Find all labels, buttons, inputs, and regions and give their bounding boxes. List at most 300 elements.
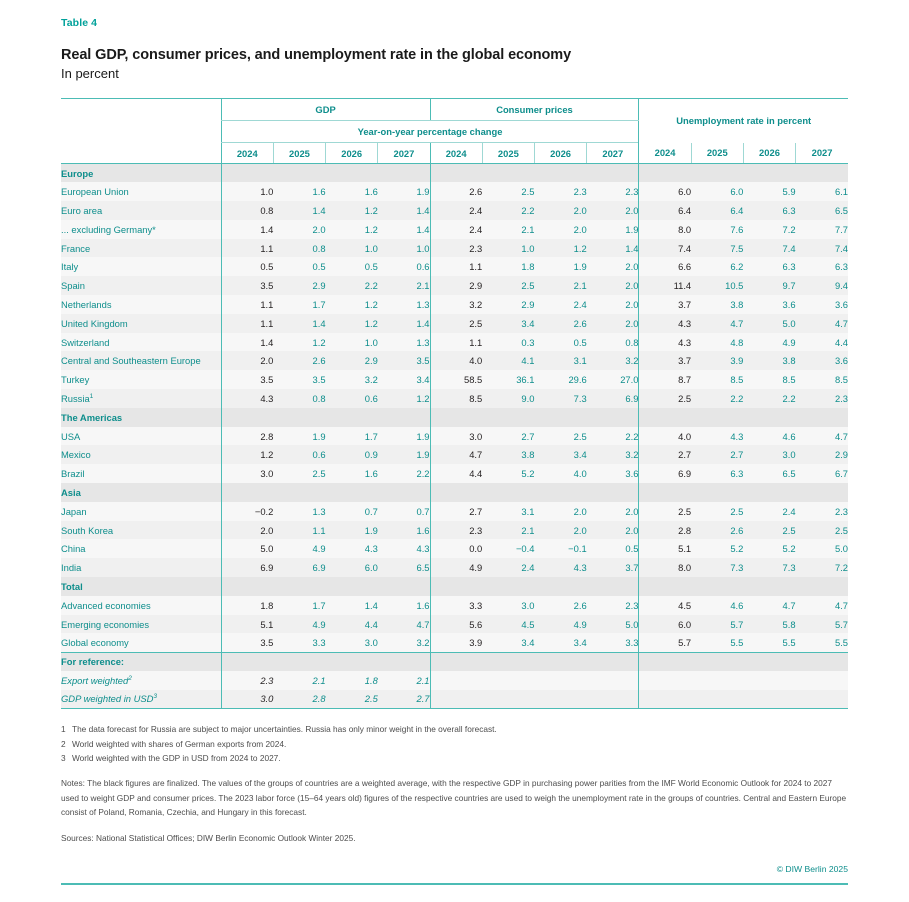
cell-unemp-2026	[743, 671, 795, 690]
cell-gdp-2024: 0.5	[221, 257, 273, 276]
cell-gdp-2024: 3.0	[221, 690, 273, 709]
cell-unemp-2027: 6.5	[796, 201, 848, 220]
cell-unemp-2027: 7.2	[796, 558, 848, 577]
cell-unemp-2026: 6.5	[743, 464, 795, 483]
cell-gdp-2027: 3.2	[378, 633, 430, 652]
cell-cpi-2026: 3.1	[534, 351, 586, 370]
row-label: Mexico	[61, 445, 221, 464]
footnote-1-marker: 1	[61, 724, 66, 735]
cell-unemp-2027: 7.4	[796, 239, 848, 258]
cell-unemp-2024: 2.5	[639, 502, 691, 521]
row-label: Italy	[61, 257, 221, 276]
cell-cpi-2027	[587, 577, 639, 596]
cell-unemp-2027: 5.0	[796, 539, 848, 558]
cell-gdp-2025: 1.2	[273, 333, 325, 352]
cell-cpi-2026: 2.0	[534, 502, 586, 521]
col-cpi-2026: 2026	[534, 143, 586, 164]
cell-cpi-2027: 2.0	[587, 521, 639, 540]
cell-gdp-2024: 1.1	[221, 295, 273, 314]
cell-cpi-2024: 2.3	[430, 521, 482, 540]
cell-unemp-2024: 11.4	[639, 276, 691, 295]
cell-cpi-2026: 2.4	[534, 295, 586, 314]
cell-gdp-2025: 0.6	[273, 445, 325, 464]
cell-unemp-2025: 3.9	[691, 351, 743, 370]
cell-gdp-2026: 3.0	[326, 633, 378, 652]
cell-cpi-2027: 2.3	[587, 182, 639, 201]
cell-unemp-2026	[743, 577, 795, 596]
cell-cpi-2026	[534, 483, 586, 502]
table-row	[61, 370, 848, 389]
cell-unemp-2026: 3.0	[743, 445, 795, 464]
cell-unemp-2025: 2.6	[691, 521, 743, 540]
cell-cpi-2024: 4.7	[430, 445, 482, 464]
cell-cpi-2025: 2.1	[482, 521, 534, 540]
cell-gdp-2027: 1.4	[378, 201, 430, 220]
cell-unemp-2025	[691, 690, 743, 709]
table-row	[61, 558, 848, 577]
cell-cpi-2026	[534, 652, 586, 671]
cell-unemp-2025	[691, 408, 743, 427]
cell-unemp-2026: 9.7	[743, 276, 795, 295]
col-cpi-2024: 2024	[430, 143, 482, 164]
cell-cpi-2024: 3.2	[430, 295, 482, 314]
cell-unemp-2025: 5.2	[691, 539, 743, 558]
col-gdp-2026: 2026	[326, 143, 378, 164]
cell-cpi-2026: 2.6	[534, 596, 586, 615]
cell-cpi-2024: 2.9	[430, 276, 482, 295]
row-label: ... excluding Germany*	[61, 220, 221, 239]
table-row	[61, 314, 848, 333]
cell-gdp-2025: 1.3	[273, 502, 325, 521]
cell-unemp-2027: 4.4	[796, 333, 848, 352]
cell-gdp-2024: 1.8	[221, 596, 273, 615]
footnotes-block	[61, 722, 848, 845]
cell-unemp-2026: 6.3	[743, 201, 795, 220]
cell-unemp-2024: 4.0	[639, 427, 691, 446]
cell-unemp-2027	[796, 671, 848, 690]
cell-cpi-2025	[482, 483, 534, 502]
cell-cpi-2025: 3.0	[482, 596, 534, 615]
cell-unemp-2026: 5.0	[743, 314, 795, 333]
table-row	[61, 615, 848, 634]
cell-unemp-2024	[639, 577, 691, 596]
cell-unemp-2025	[691, 671, 743, 690]
cell-cpi-2024: 1.1	[430, 333, 482, 352]
cell-unemp-2025: 3.8	[691, 295, 743, 314]
col-gdp-2024: 2024	[221, 143, 273, 164]
cell-cpi-2026: 2.0	[534, 220, 586, 239]
cell-gdp-2024: 4.3	[221, 389, 273, 408]
cell-unemp-2024: 2.5	[639, 389, 691, 408]
cell-unemp-2027: 9.4	[796, 276, 848, 295]
cell-unemp-2026: 2.2	[743, 389, 795, 408]
cell-gdp-2025: 1.7	[273, 295, 325, 314]
table-row	[61, 276, 848, 295]
cell-cpi-2026: 4.0	[534, 464, 586, 483]
cell-cpi-2024	[430, 671, 482, 690]
cell-cpi-2027: 2.0	[587, 201, 639, 220]
cell-cpi-2027: 2.0	[587, 276, 639, 295]
cell-cpi-2025: 2.4	[482, 558, 534, 577]
cell-gdp-2025: 3.5	[273, 370, 325, 389]
cell-unemp-2025: 10.5	[691, 276, 743, 295]
cell-unemp-2027: 2.9	[796, 445, 848, 464]
cell-gdp-2024	[221, 164, 273, 183]
cell-gdp-2024: 1.0	[221, 182, 273, 201]
cell-cpi-2024: 2.5	[430, 314, 482, 333]
cell-cpi-2026: 7.3	[534, 389, 586, 408]
cell-cpi-2024: 3.3	[430, 596, 482, 615]
table-row	[61, 690, 848, 709]
cell-cpi-2027: 2.0	[587, 314, 639, 333]
cell-unemp-2026	[743, 408, 795, 427]
cell-cpi-2025	[482, 408, 534, 427]
yoy-blank	[61, 121, 221, 143]
cell-cpi-2025: 2.9	[482, 295, 534, 314]
cell-unemp-2026	[743, 483, 795, 502]
table-row	[61, 596, 848, 615]
cell-unemp-2026	[743, 690, 795, 709]
cell-unemp-2025: 6.4	[691, 201, 743, 220]
cell-gdp-2026: 0.6	[326, 389, 378, 408]
cell-gdp-2027	[378, 652, 430, 671]
row-label: United Kingdom	[61, 314, 221, 333]
cell-gdp-2027: 3.4	[378, 370, 430, 389]
cell-cpi-2024: 4.9	[430, 558, 482, 577]
cell-cpi-2027: 2.0	[587, 295, 639, 314]
cell-cpi-2024: 5.6	[430, 615, 482, 634]
cell-gdp-2026: 0.7	[326, 502, 378, 521]
table-row	[61, 257, 848, 276]
cell-gdp-2025: 1.4	[273, 201, 325, 220]
cell-gdp-2026: 1.4	[326, 596, 378, 615]
cell-gdp-2024: 5.1	[221, 615, 273, 634]
cell-gdp-2027: 1.4	[378, 314, 430, 333]
table-row	[61, 182, 848, 201]
cell-unemp-2026: 5.8	[743, 615, 795, 634]
cell-gdp-2024: 2.0	[221, 351, 273, 370]
cell-unemp-2027: 2.3	[796, 502, 848, 521]
cell-gdp-2025: 1.1	[273, 521, 325, 540]
cell-gdp-2027: 3.5	[378, 351, 430, 370]
row-label: India	[61, 558, 221, 577]
cell-cpi-2024	[430, 408, 482, 427]
table-row	[61, 351, 848, 370]
cell-cpi-2026	[534, 164, 586, 183]
cell-cpi-2026: 3.4	[534, 445, 586, 464]
col-unemp-2027: 2027	[796, 143, 848, 164]
cell-unemp-2024: 4.3	[639, 333, 691, 352]
cell-gdp-2027	[378, 483, 430, 502]
cell-gdp-2025: 0.5	[273, 257, 325, 276]
cell-gdp-2026: 1.6	[326, 464, 378, 483]
cell-cpi-2026: 2.5	[534, 427, 586, 446]
cell-unemp-2026: 4.6	[743, 427, 795, 446]
cell-cpi-2025: 2.5	[482, 182, 534, 201]
row-label: Emerging economies	[61, 615, 221, 634]
page-subtitle: In percent	[61, 66, 119, 81]
row-label: Total	[61, 577, 221, 596]
cell-gdp-2025	[273, 483, 325, 502]
cell-cpi-2026: 4.9	[534, 615, 586, 634]
cell-cpi-2027: 2.0	[587, 502, 639, 521]
cell-gdp-2026: 4.3	[326, 539, 378, 558]
col-cpi-2027: 2027	[587, 143, 639, 164]
cell-cpi-2027: 1.9	[587, 220, 639, 239]
cell-unemp-2025	[691, 483, 743, 502]
cell-gdp-2026: 0.5	[326, 257, 378, 276]
table-row	[61, 389, 848, 408]
cell-cpi-2026: 2.6	[534, 314, 586, 333]
footnote-2	[61, 737, 848, 751]
cell-gdp-2025: 1.7	[273, 596, 325, 615]
cell-gdp-2026: 1.6	[326, 182, 378, 201]
cell-cpi-2027: 2.3	[587, 596, 639, 615]
cell-gdp-2025	[273, 652, 325, 671]
cell-gdp-2025: 2.5	[273, 464, 325, 483]
cell-unemp-2026: 4.9	[743, 333, 795, 352]
cell-cpi-2025	[482, 577, 534, 596]
col-gdp-2027: 2027	[378, 143, 430, 164]
table-body	[61, 164, 848, 709]
footnote-1	[61, 722, 848, 736]
cell-unemp-2027: 6.3	[796, 257, 848, 276]
cell-unemp-2024: 2.8	[639, 521, 691, 540]
cell-gdp-2025: 2.8	[273, 690, 325, 709]
cell-unemp-2027	[796, 483, 848, 502]
cell-gdp-2026: 2.5	[326, 690, 378, 709]
cell-gdp-2026	[326, 164, 378, 183]
cell-unemp-2024: 5.7	[639, 633, 691, 652]
notes-text: Notes: The black figures are finalized. The values of the groups of countries are a weighted average, with the respective GDP in purchasing power parities from the IMF World Economic Outlook for 2024 to 2027 used to weight GDP and consumer prices. The 2023 labor force (15–64 years old) figures of the respective countries are used to weigh the unemployment rate in the groups of countries. Central and Eastern Europe consist of Poland, Romania, Czechia, and Hungary in this forecast.	[61, 778, 847, 818]
cell-unemp-2026: 5.2	[743, 539, 795, 558]
cell-gdp-2024: 3.5	[221, 370, 273, 389]
cell-gdp-2024: 3.0	[221, 464, 273, 483]
cell-unemp-2026: 6.3	[743, 257, 795, 276]
cell-cpi-2026: 2.0	[534, 201, 586, 220]
cell-unemp-2025: 2.2	[691, 389, 743, 408]
row-label: Advanced economies	[61, 596, 221, 615]
row-label: Brazil	[61, 464, 221, 483]
cell-unemp-2025: 7.6	[691, 220, 743, 239]
table-section-row	[61, 483, 848, 502]
cell-unemp-2027: 7.7	[796, 220, 848, 239]
cell-unemp-2024	[639, 690, 691, 709]
cell-cpi-2027	[587, 652, 639, 671]
cell-gdp-2026: 6.0	[326, 558, 378, 577]
cell-gdp-2027: 1.6	[378, 521, 430, 540]
cell-gdp-2024: 6.9	[221, 558, 273, 577]
row-label-footnote-marker: 1	[89, 392, 94, 400]
cell-gdp-2026: 1.2	[326, 220, 378, 239]
cell-unemp-2027	[796, 577, 848, 596]
row-label: Global economy	[61, 633, 221, 652]
cell-cpi-2026: 4.3	[534, 558, 586, 577]
cell-cpi-2026: −0.1	[534, 539, 586, 558]
cell-unemp-2024: 6.0	[639, 615, 691, 634]
cell-gdp-2024: 1.4	[221, 220, 273, 239]
cell-gdp-2024: 2.8	[221, 427, 273, 446]
row-label: Turkey	[61, 370, 221, 389]
cell-cpi-2024: 3.0	[430, 427, 482, 446]
cell-cpi-2024: 2.4	[430, 220, 482, 239]
cell-cpi-2025: 3.4	[482, 314, 534, 333]
row-label: The Americas	[61, 408, 221, 427]
cell-cpi-2024: 1.1	[430, 257, 482, 276]
cell-unemp-2024: 3.7	[639, 295, 691, 314]
cell-unemp-2026	[743, 652, 795, 671]
cell-unemp-2025: 5.5	[691, 633, 743, 652]
group-header-consumer-prices: Consumer prices	[430, 99, 639, 121]
cell-gdp-2027: 1.0	[378, 239, 430, 258]
cell-unemp-2027	[796, 164, 848, 183]
cell-gdp-2027	[378, 408, 430, 427]
table-row	[61, 239, 848, 258]
cell-unemp-2025: 4.7	[691, 314, 743, 333]
col-unemp-2025: 2025	[691, 143, 743, 164]
cell-unemp-2025	[691, 164, 743, 183]
cell-unemp-2027: 4.7	[796, 314, 848, 333]
row-label: Central and Southeastern Europe	[61, 351, 221, 370]
cell-unemp-2024: 4.5	[639, 596, 691, 615]
cell-unemp-2024: 7.4	[639, 239, 691, 258]
cell-gdp-2027: 0.7	[378, 502, 430, 521]
row-label: USA	[61, 427, 221, 446]
table-row	[61, 445, 848, 464]
cell-cpi-2025: 4.1	[482, 351, 534, 370]
cell-cpi-2027	[587, 408, 639, 427]
header-corner-blank	[61, 99, 221, 121]
cell-gdp-2026	[326, 577, 378, 596]
row-label: Russia$^1$	[61, 389, 221, 408]
cell-gdp-2025: 2.0	[273, 220, 325, 239]
cell-unemp-2024	[639, 408, 691, 427]
cell-gdp-2027: 1.4	[378, 220, 430, 239]
cell-cpi-2025: 9.0	[482, 389, 534, 408]
cell-gdp-2026: 1.2	[326, 314, 378, 333]
cell-gdp-2025: 4.9	[273, 615, 325, 634]
cell-gdp-2025: 1.4	[273, 314, 325, 333]
cell-gdp-2025	[273, 408, 325, 427]
cell-unemp-2024	[639, 652, 691, 671]
footnote-3-text: World weighted with the GDP in USD from 2024 to 2027.	[72, 752, 281, 763]
cell-cpi-2027: 3.6	[587, 464, 639, 483]
cell-unemp-2027: 5.5	[796, 633, 848, 652]
row-label: Japan	[61, 502, 221, 521]
cell-cpi-2025: −0.4	[482, 539, 534, 558]
cell-cpi-2026: 2.0	[534, 521, 586, 540]
cell-gdp-2024: 1.1	[221, 239, 273, 258]
cell-cpi-2025: 2.5	[482, 276, 534, 295]
data-table	[61, 98, 848, 709]
cell-unemp-2026: 8.5	[743, 370, 795, 389]
cell-unemp-2025: 2.5	[691, 502, 743, 521]
cell-gdp-2026	[326, 483, 378, 502]
cell-gdp-2025: 2.6	[273, 351, 325, 370]
cell-cpi-2027: 3.3	[587, 633, 639, 652]
cell-unemp-2026: 4.7	[743, 596, 795, 615]
header-row-years	[61, 143, 848, 164]
cell-gdp-2026: 1.0	[326, 333, 378, 352]
cell-cpi-2026: 1.9	[534, 257, 586, 276]
table-row	[61, 220, 848, 239]
cell-unemp-2024: 8.0	[639, 220, 691, 239]
cell-unemp-2025: 8.5	[691, 370, 743, 389]
cell-gdp-2027	[378, 164, 430, 183]
cell-unemp-2027: 2.5	[796, 521, 848, 540]
cell-unemp-2025	[691, 577, 743, 596]
cell-cpi-2025: 1.8	[482, 257, 534, 276]
cell-gdp-2026: 1.7	[326, 427, 378, 446]
table-row	[61, 427, 848, 446]
cell-gdp-2025: 3.3	[273, 633, 325, 652]
row-label: Euro area	[61, 201, 221, 220]
cell-gdp-2025: 2.1	[273, 671, 325, 690]
cell-unemp-2027	[796, 690, 848, 709]
cell-cpi-2026	[534, 408, 586, 427]
cell-cpi-2024	[430, 164, 482, 183]
cell-unemp-2027: 4.7	[796, 427, 848, 446]
group-header-unemployment: Unemployment rate in percent	[639, 99, 848, 143]
subheader-yoy: Year-on-year percentage change	[221, 121, 639, 143]
cell-gdp-2024: 0.8	[221, 201, 273, 220]
cell-cpi-2024: 2.6	[430, 182, 482, 201]
footnote-2-marker: 2	[61, 738, 66, 749]
cell-unemp-2024	[639, 671, 691, 690]
cell-cpi-2024	[430, 690, 482, 709]
cell-gdp-2027: 1.6	[378, 596, 430, 615]
cell-unemp-2024	[639, 164, 691, 183]
cell-unemp-2024: 6.4	[639, 201, 691, 220]
cell-unemp-2027: 8.5	[796, 370, 848, 389]
col-unemp-2024: 2024	[639, 143, 691, 164]
cell-gdp-2027: 2.1	[378, 671, 430, 690]
table-row	[61, 633, 848, 652]
sources-text: Sources: National Statistical Offices; DIW Berlin Economic Outlook Winter 2025.	[61, 832, 356, 843]
cell-cpi-2024: 2.3	[430, 239, 482, 258]
table-section-row	[61, 652, 848, 671]
table-number: Table 4	[61, 17, 98, 29]
cell-unemp-2024: 8.0	[639, 558, 691, 577]
cell-unemp-2024: 2.7	[639, 445, 691, 464]
cell-cpi-2027: 1.4	[587, 239, 639, 258]
table-row	[61, 201, 848, 220]
cell-gdp-2024: 1.1	[221, 314, 273, 333]
table-row	[61, 671, 848, 690]
cell-cpi-2027: 2.0	[587, 257, 639, 276]
cell-cpi-2024: 4.4	[430, 464, 482, 483]
cell-cpi-2025	[482, 164, 534, 183]
years-blank	[61, 143, 221, 164]
cell-cpi-2026: 2.1	[534, 276, 586, 295]
cell-unemp-2024	[639, 483, 691, 502]
cell-gdp-2026: 1.8	[326, 671, 378, 690]
cell-gdp-2027: 1.2	[378, 389, 430, 408]
cell-gdp-2024: 2.0	[221, 521, 273, 540]
cell-unemp-2027	[796, 408, 848, 427]
cell-gdp-2025: 1.6	[273, 182, 325, 201]
cell-gdp-2025: 0.8	[273, 239, 325, 258]
cell-gdp-2024: 1.2	[221, 445, 273, 464]
cell-unemp-2027: 3.6	[796, 295, 848, 314]
cell-cpi-2027: 0.5	[587, 539, 639, 558]
cell-cpi-2027: 3.2	[587, 445, 639, 464]
footnote-1-text: The data forecast for Russia are subject to major uncertainties. Russia has only minor weight in the overall forecast.	[72, 724, 497, 735]
col-cpi-2025: 2025	[482, 143, 534, 164]
cell-cpi-2024: 0.0	[430, 539, 482, 558]
cell-cpi-2025: 3.4	[482, 633, 534, 652]
table-row	[61, 464, 848, 483]
